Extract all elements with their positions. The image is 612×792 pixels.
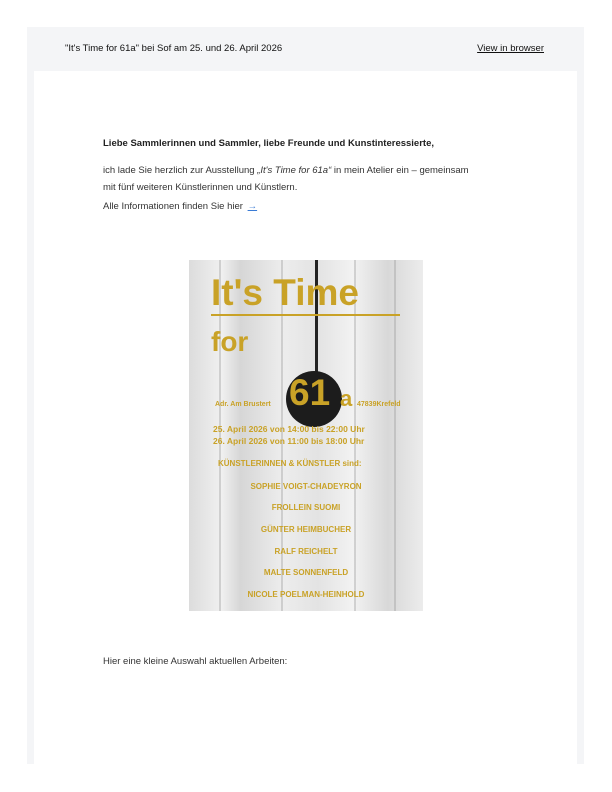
email-frame: [27, 27, 584, 764]
exhibition-title-inline: „It's Time for 61a“: [257, 165, 332, 176]
poster-address-left: Adr. Am Brustert: [215, 401, 271, 408]
invitation-text-after: in mein Atelier ein – gemeinsam mit fünf weiteren Künstlerinnen und Künstlern.: [103, 165, 469, 193]
invitation-paragraph: [103, 162, 473, 196]
poster-date-2: 26. April 2026 von 11:00 bis 18:00 Uhr: [213, 436, 365, 446]
poster-title-line1: It's Time: [211, 272, 359, 313]
poster-number: 61: [289, 372, 331, 413]
selection-intro-text: Hier eine kleine Auswahl aktuellen Arbeiten:: [103, 656, 288, 667]
poster-panel-seam: [394, 260, 396, 611]
poster-artist-name: FROLLEIN SUOMI: [271, 503, 341, 512]
info-paragraph: [103, 201, 257, 212]
poster-artist-name: GÜNTER HEIMBUCHER: [260, 525, 352, 534]
poster-artists-heading: KÜNSTLERINNEN & KÜNSTLER sind:: [218, 459, 362, 468]
poster-title-underline: [211, 314, 400, 316]
invitation-text-before: ich lade Sie herzlich zur Ausstellung: [103, 165, 258, 176]
poster-artist-name: SOPHIE VOIGT-CHADEYRON: [250, 482, 362, 491]
poster-title-line2: for: [211, 326, 249, 357]
info-arrow-link[interactable]: →: [247, 201, 258, 212]
view-in-browser-link[interactable]: View in browser: [477, 43, 544, 54]
email-header: [27, 27, 584, 71]
exhibition-poster-image: [189, 260, 423, 611]
poster-number-suffix: a: [340, 386, 353, 411]
poster-artist-name: RALF REICHELT: [274, 547, 338, 556]
email-body-card: [34, 71, 577, 764]
poster-artist-name: MALTE SONNENFELD: [263, 568, 349, 577]
poster-artist-name: NICOLE POELMAN-HEINHOLD: [247, 590, 365, 599]
poster-address-right: 47839Krefeld: [357, 401, 401, 408]
greeting-text: Liebe Sammlerinnen und Sammler, liebe Freunde und Kunstinteressierte,: [103, 138, 435, 149]
email-subject: "It's Time for 61a" bei Sof am 25. und 26. April 2026: [65, 43, 283, 54]
info-text: Alle Informationen finden Sie hier: [103, 201, 243, 212]
poster-date-1: 25. April 2026 von 14:00 bis 22:00 Uhr: [213, 424, 365, 434]
